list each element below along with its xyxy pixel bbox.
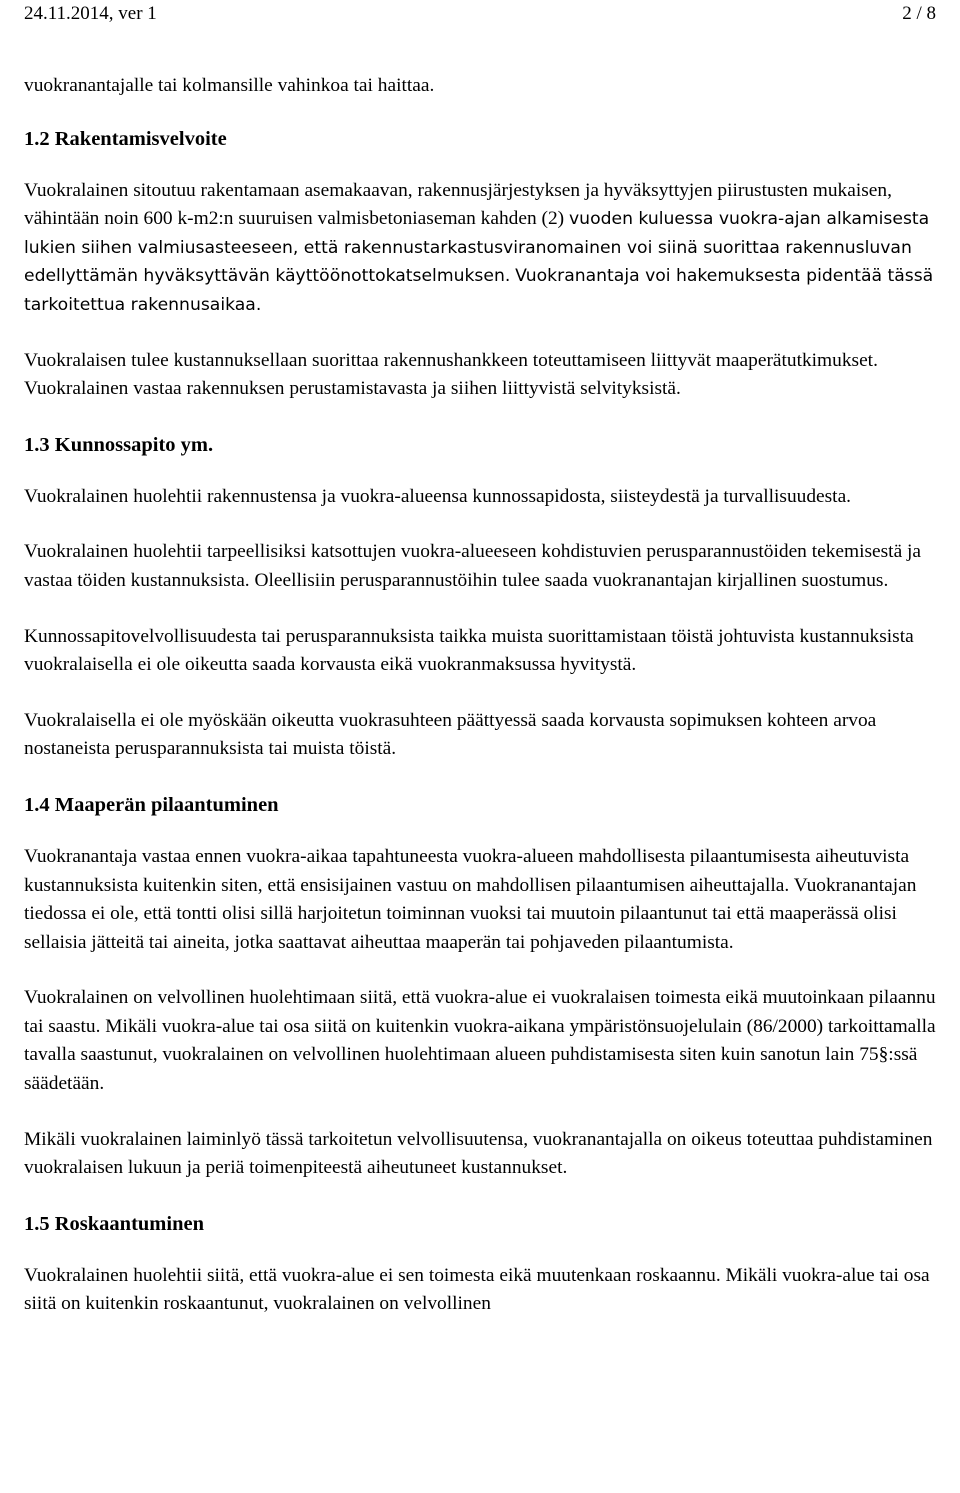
paragraph: Vuokralainen huolehtii tarpeellisiksi katsottujen vuokra-alueeseen kohdistuvien perusparannustöiden tekemisestä ja vastaa töiden kustannuksista. Oleellisiin perusparannustöihin tulee saada vuokranantajan kirjallinen suostumus. bbox=[24, 541, 922, 591]
paragraph bbox=[24, 177, 942, 320]
paragraph: Vuokralainen huolehtii siitä, että vuokra-alue ei sen toimesta eikä muutenkaan roskaannu. Mikäli vuokra-alue tai osa siitä on kuitenkin roskaantunut, vuokralainen on velvollinen bbox=[24, 1264, 930, 1315]
paragraph: Kunnossapitovelvollisuudesta tai perusparannuksista taikka muista suorittamistaan töistä johtuvista kustannuksista vuokralaisella ei ole oikeutta saada korvausta eikä vuokranmaksussa hyvitystä. bbox=[24, 625, 914, 676]
page-header bbox=[24, 2, 936, 26]
paragraph: Vuokranantaja vastaa ennen vuokra-aikaa tapahtuneesta vuokra-alueen mahdollisesta pilaantumisesta aiheutuvista kustannuksista kuitenkin siten, että ensisijainen vastuu on mahdollisen pilaantumisen aiheuttajalla. Vuokranantajan tiedossa ei ole, että tontti olisi sillä harjoitetun toiminnan vuoksi tai muutoin pilaantunut tai että maaperässä olisi sellaisia jätteitä tai aineita, jotka saattavat aiheuttaa maaperän tai pohjaveden pilaantumista. bbox=[24, 845, 917, 953]
page-number: 2 / 8 bbox=[902, 3, 936, 24]
paragraph: Vuokralainen huolehtii rakennustensa ja vuokra-alueensa kunnossapidosta, siisteydestä ja turvallisuudesta. bbox=[24, 485, 852, 507]
paragraph: Mikäli vuokralainen laiminlyö tässä tarkoitetun velvollisuutensa, vuokranantajalla on oikeus toteuttaa puhdistaminen vuokralaisen lukuun ja periä toimenpiteestä aiheutuneet kustannukset. bbox=[24, 1128, 933, 1179]
section-heading-1-2: 1.2 Rakentamisvelvoite bbox=[24, 127, 227, 150]
section-heading-1-3: 1.3 Kunnossapito ym. bbox=[24, 433, 214, 456]
text-run: Vuokranantaja voi hakemuksesta pidentää tässä tarkoitettua rakennusaikaa. bbox=[24, 266, 934, 315]
paragraph: Vuokralaisen tulee kustannuksellaan suorittaa rakennushankkeen toteuttamiseen liittyvät maaperätutkimukset. Vuokralainen vastaa rakennuksen perustamistavasta ja siihen liittyvistä selvityksistä. bbox=[24, 349, 878, 400]
section-heading-1-4: 1.4 Maaperän pilaantuminen bbox=[24, 793, 279, 816]
section-heading-1-5: 1.5 Roskaantuminen bbox=[24, 1212, 204, 1235]
paragraph: Vuokralaisella ei ole myöskään oikeutta vuokrasuhteen päättyessä saada korvausta sopimuksen kohteen arvoa nostaneista perusparannuksista tai muista töistä. bbox=[24, 709, 877, 760]
document-body bbox=[24, 72, 942, 1346]
paragraph: vuokranantajalle tai kolmansille vahinkoa tai haittaa. bbox=[24, 75, 435, 96]
paragraph: Vuokralainen on velvollinen huolehtimaan siitä, että vuokra-alue ei vuokralaisen toimesta eikä muutoinkaan pilaannu tai saastu. Mikäli vuokra-alue tai osa siitä on kuitenkin vuokra-aikana ympäristönsuojelulain (86/2000) tarkoittamalla tavalla saastunut, vuokralainen on velvollinen huolehtimaan alueen puhdistamisesta siten kuin sanotun lain 75§:ssä säädetään. bbox=[24, 987, 936, 1095]
text-run: Vuokralainen sitoutuu rakentamaan asemakaavan, rakennusjärjestyksen ja hyväksyttyjen piirustusten mukaisen, vähintään noin 600 k-m2:n suuruisen valmisbetoniaseman kahden (2) bbox=[24, 179, 892, 230]
text-run: vuoden kuluessa vuokra-ajan alkamisesta lukien siihen valmiusasteeseen, että rakennustarkastusviranomainen voi siinä suorittaa rakennusluvan edellyttämän hyväksyttävän käyttöönottokatselmuksen. bbox=[24, 209, 930, 287]
date-version: 24.11.2014, ver 1 bbox=[24, 3, 157, 24]
